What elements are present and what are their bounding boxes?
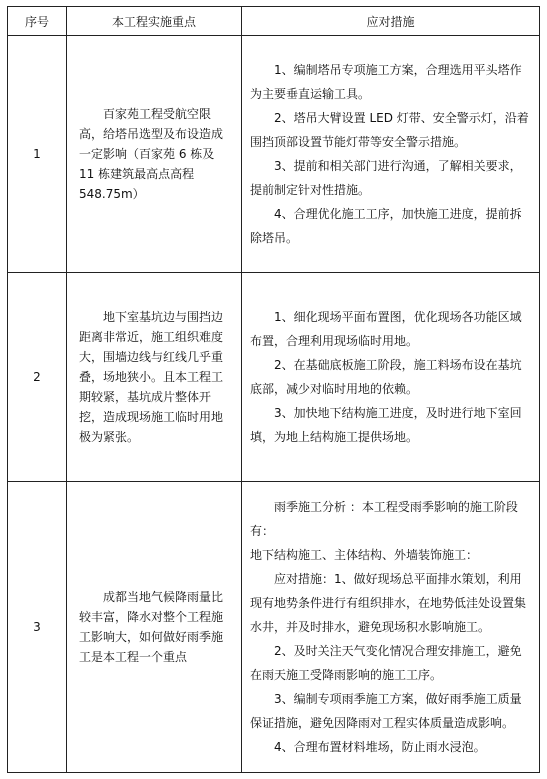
row-number: 2	[8, 273, 67, 482]
table-row	[8, 482, 540, 773]
table-row	[8, 273, 540, 482]
key-point-cell	[67, 36, 242, 273]
table-row	[8, 36, 540, 273]
key-point-cell	[67, 273, 242, 482]
key-point-cell	[67, 482, 242, 773]
row-number: 1	[8, 36, 67, 273]
measure-item: 2、及时关注天气变化情况合理安排施工，避免在雨天施工受降雨影响的施工工序。	[250, 644, 522, 682]
measure-item: 3、编制专项雨季施工方案，做好雨季施工质量保证措施，避免因降雨对工程实体质量造成影响。	[250, 692, 522, 730]
measures-cell	[242, 482, 540, 773]
measure-item: 3、提前和相关部门进行沟通，了解相关要求，提前制定针对性措施。	[250, 159, 522, 197]
measure-item: 3、加快地下结构施工进度，及时进行地下室回填，为地上结构施工提供场地。	[250, 406, 522, 444]
measures-cell	[242, 273, 540, 482]
measure-item: 雨季施工分析 ：本工程受雨季影响的施工阶段有：	[250, 500, 518, 538]
header-measures: 应对措施	[242, 7, 540, 36]
measure-item: 应对措施：1、做好现场总平面排水策划，利用现有地势条件进行有组织排水，在地势低洼处设置集水井，并及时排水，避免现场积水影响施工。	[250, 572, 527, 634]
key-point-text: 地下室基坑边与围挡边距离非常近，施工组织难度大，围墙边线与红线几乎重叠，场地狭小。且本工程工期较紧，基坑成片整体开挖，造成现场施工临时用地极为紧张。	[79, 310, 224, 444]
header-row	[8, 7, 540, 36]
measure-item: 2、塔吊大臂设置 LED 灯带、安全警示灯，沿着围挡顶部设置节能灯带等安全警示措施。	[250, 111, 529, 149]
header-key-points: 本工程实施重点	[67, 7, 242, 36]
measure-item: 2、在基础底板施工阶段，施工料场布设在基坑底部，减少对临时用地的依赖。	[250, 358, 522, 396]
key-point-text: 百家苑工程受航空限高，给塔吊选型及布设造成一定影响（百家苑 6 栋及 11 栋建筑最高点高程 548.75m）	[79, 107, 224, 201]
measures-cell	[242, 36, 540, 273]
row-number: 3	[8, 482, 67, 773]
measure-item: 4、合理优化施工工序，加快施工进度，提前拆除塔吊。	[250, 207, 522, 245]
measure-item: 地下结构施工、主体结构、外墙装饰施工：	[250, 548, 479, 562]
measure-item: 1、编制塔吊专项施工方案，合理选用平头塔作为主要垂直运输工具。	[250, 63, 522, 101]
header-no: 序号	[8, 7, 67, 36]
measures-table	[7, 6, 540, 773]
measure-item: 1、细化现场平面布置图，优化现场各功能区域布置，合理利用现场临时用地。	[250, 310, 522, 348]
measure-item: 4、合理布置材料堆场，防止雨水浸泡。	[274, 740, 486, 754]
key-point-text: 成都当地气候降雨量比较丰富，降水对整个工程施工影响大，如何做好雨季施工是本工程一个重点	[79, 590, 224, 664]
